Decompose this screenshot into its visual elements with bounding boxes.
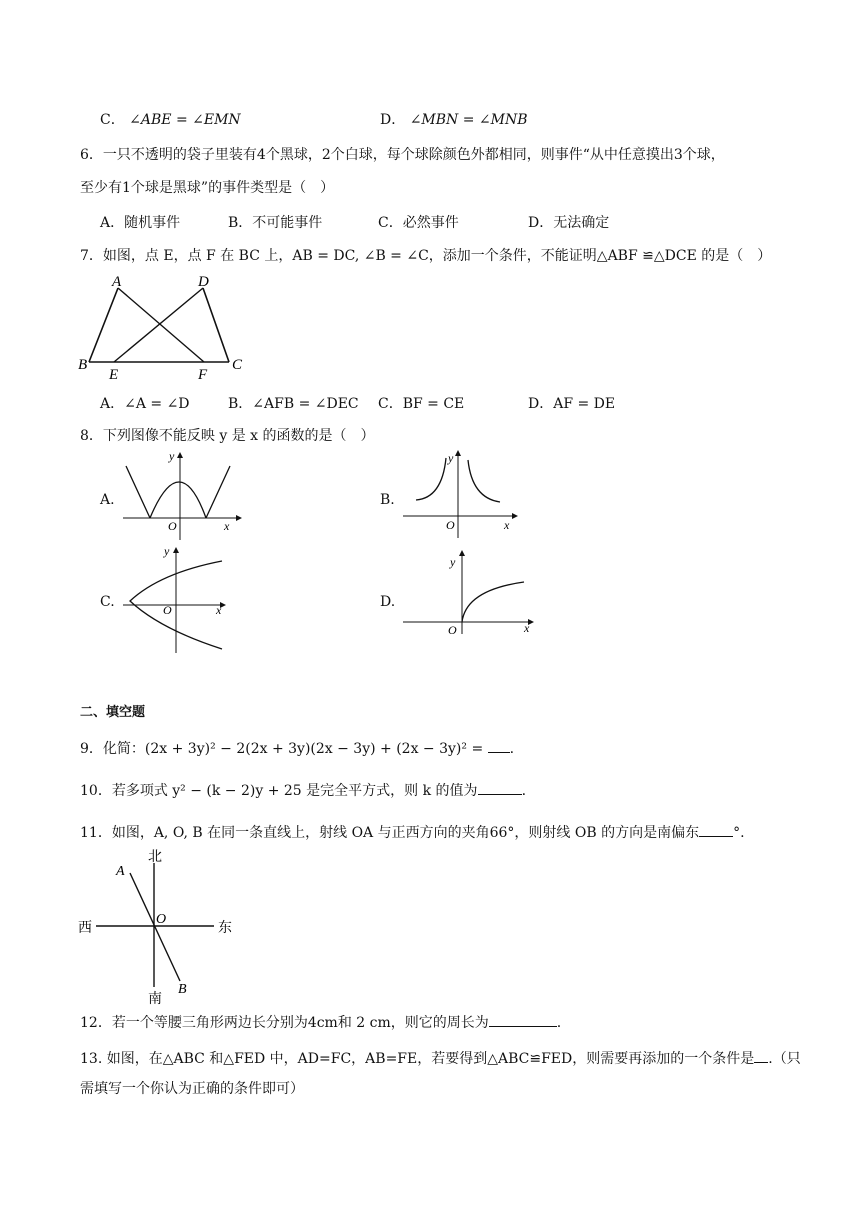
- q8-graph-a: [120, 449, 240, 544]
- label-d: D: [198, 274, 209, 290]
- q13-line-2: 需填写一个你认为正确的条件即可）: [80, 1081, 304, 1097]
- x-label: x: [524, 621, 530, 635]
- curve-b-left: [416, 458, 446, 500]
- q12-end: .: [556, 1015, 562, 1031]
- segment-de: [114, 288, 203, 362]
- label-a: A: [112, 274, 122, 290]
- q12-text: 12．若一个等腰三角形两边长分别为4cm和 2 cm，则它的周长为: [80, 1015, 489, 1031]
- point-b: B: [178, 982, 187, 997]
- q6-option-d: D．无法确定: [528, 215, 610, 231]
- q7-option-a: A．∠A = ∠D: [100, 396, 190, 412]
- label-c: C: [232, 357, 243, 373]
- q7-option-d: D．AF = DE: [528, 396, 616, 412]
- q6-line-1: 6．一只不透明的袋子里装有4个黑球，2个白球，每个球除颜色外都相同，则事件“从中任意摸出3个球，: [80, 147, 725, 163]
- origin-label: O: [168, 519, 177, 533]
- section-title-fill-in: 二、填空题: [80, 705, 146, 720]
- q7-stem: 7．如图，点 E，点 F 在 BC 上，AB = DC, ∠B = ∠C，添加一个条件，不能证明△ABF ≌△DCE 的是（ ）: [80, 248, 772, 264]
- q5-option-c: [100, 110, 241, 130]
- q5-option-d-math: ∠MBN = ∠MNB: [409, 112, 528, 128]
- q5-option-c-label: C．: [100, 112, 125, 128]
- origin-label: O: [446, 518, 455, 532]
- q11-end: °.: [733, 825, 745, 841]
- q10: [80, 780, 526, 801]
- x-axis-arrow-icon: [512, 513, 518, 519]
- q7-triangle-figure: [76, 274, 256, 384]
- y-label: y: [450, 555, 456, 569]
- q6-option-c: C．必然事件: [378, 215, 459, 231]
- q13-line1-end: .（只: [768, 1051, 801, 1067]
- q8-stem: 8．下列图像不能反映 y 是 x 的函数的是（ ）: [80, 428, 375, 444]
- q10-text: 10．若多项式 y² − (k − 2)y + 25 是完全平方式，则 k 的值为: [80, 783, 478, 799]
- y-axis-arrow-icon: [177, 452, 183, 458]
- q11: [80, 822, 745, 843]
- q13-answer-blank[interactable]: [754, 1048, 768, 1063]
- label-b: B: [78, 357, 88, 373]
- q10-end: .: [521, 783, 527, 799]
- q8-graph-b: [400, 450, 520, 542]
- q5-option-c-math: ∠ABE = ∠EMN: [129, 112, 241, 128]
- q8-option-c-label: C.: [100, 594, 115, 610]
- q8-graph-c: [120, 545, 240, 657]
- x-axis-arrow-icon: [236, 515, 242, 521]
- origin-label: O: [448, 623, 457, 637]
- y-axis-arrow-icon: [173, 547, 179, 553]
- x-label: x: [504, 518, 510, 532]
- line-ab: [130, 873, 180, 981]
- q9-text: 9．化简：(2x + 3y)² − 2(2x + 3y)(2x − 3y) + (2x − 3y)² =: [80, 741, 488, 757]
- point-a: A: [116, 864, 125, 879]
- q7-option-b: B．∠AFB = ∠DEC: [228, 396, 359, 412]
- origin-label: O: [163, 603, 172, 617]
- segment-af: [118, 288, 204, 362]
- y-label: y: [169, 449, 175, 463]
- q7-option-c: C．BF = CE: [378, 396, 465, 412]
- point-o: O: [156, 912, 167, 927]
- compass-east: 东: [218, 921, 232, 936]
- q8-option-a-label: A.: [100, 492, 115, 508]
- x-label: x: [216, 603, 222, 617]
- q9: 9．化简：(2x + 3y)² − 2(2x + 3y)(2x − 3y) + (2x − 3y)² = .: [80, 738, 514, 759]
- curve-a: [126, 466, 230, 518]
- segment-dc: [203, 288, 229, 362]
- q8-graph-d: [400, 548, 540, 640]
- x-label: x: [224, 519, 230, 533]
- q5-option-d-label: D．: [380, 112, 406, 128]
- label-e: E: [109, 367, 119, 383]
- y-label: y: [448, 451, 454, 465]
- q12: [80, 1012, 561, 1033]
- q6-option-a: A．随机事件: [100, 215, 181, 231]
- label-f: F: [198, 367, 208, 383]
- q6-option-b: B．不可能事件: [228, 215, 323, 231]
- q13-text: 13. 如图，在△ABC 和△FED 中，AD=FC，AB=FE，若要得到△ABC≌FED，则需要再添加的一个条件是: [80, 1051, 755, 1067]
- compass-south: 南: [148, 992, 162, 1007]
- q13-line-1: [80, 1048, 801, 1069]
- curve-d: [462, 582, 524, 622]
- y-label: y: [164, 544, 170, 558]
- q9-answer-blank[interactable]: [488, 738, 510, 753]
- y-axis-arrow-icon: [455, 450, 461, 456]
- q8-option-d-label: D.: [380, 594, 396, 610]
- q11-text: 11．如图，A, O, B 在同一条直线上，射线 OA 与正西方向的夹角66°，则射线 OB 的方向是南偏东: [80, 825, 700, 841]
- q11-answer-blank[interactable]: [699, 822, 733, 837]
- q8-option-b-label: B.: [380, 492, 395, 508]
- y-axis-arrow-icon: [459, 550, 465, 556]
- q11-compass-figure: [76, 845, 246, 1005]
- compass-west: 西: [78, 921, 92, 936]
- q5-option-d: [380, 110, 528, 130]
- curve-b-right: [468, 460, 500, 502]
- q10-answer-blank[interactable]: [478, 780, 522, 795]
- segment-ab: [89, 288, 118, 362]
- q12-answer-blank[interactable]: [489, 1012, 557, 1027]
- q6-line-2: 至少有1个球是黑球”的事件类型是（ ）: [80, 180, 335, 196]
- compass-north: 北: [148, 850, 162, 865]
